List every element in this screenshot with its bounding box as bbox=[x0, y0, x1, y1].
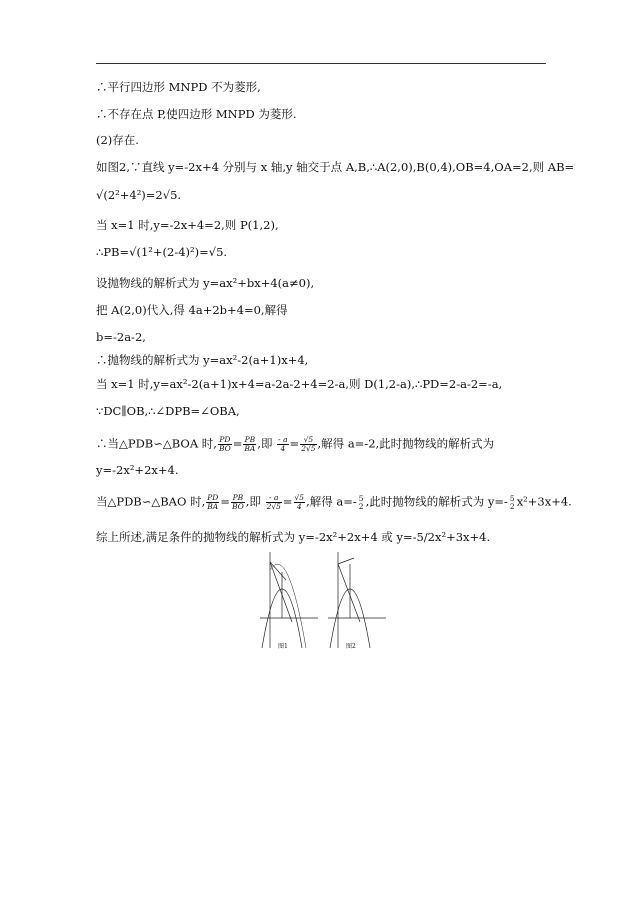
text-line-6: 当 x=1 时,y=-2x+4=2,则 P(1,2), bbox=[96, 218, 279, 232]
ratio-five-two-b: 5 2 bbox=[509, 493, 515, 511]
ratio-sqrt5-2sqrt5: $\frac{√5}{2√5}$ bbox=[301, 435, 316, 453]
text-line-4: 如图2,∵直线 y=-2x+4 分别与 x 轴,y 轴交于点 A,B,∴A(2,0),B(0,4),OB=4,OA=2,则 AB= bbox=[96, 160, 575, 174]
text-line-15: y=-2x²+2x+4. bbox=[96, 463, 179, 477]
text-line-1: ∴平行四边形 MNPD 不为菱形, bbox=[96, 80, 261, 94]
ratio-sqrt5-4: $\frac{√5}{4}$ bbox=[294, 493, 305, 511]
text-line-12: 当 x=1 时,y=ax²-2(a+1)x+4=a-2a-2+4=2-a,则 D(1,2-a),∴PD=2-a-2=-a, bbox=[96, 377, 503, 391]
ratio-pd-ba: $\frac{PD}{BA}$ bbox=[207, 493, 219, 511]
text-line-10: b=-2a-2, bbox=[96, 330, 146, 344]
text-line-16: 当△PDB∽△BAO 时, $\frac{PD}{BA}$ = $\frac{PB}{BO}$ ,即 $\frac{- a}{2√5}$ = $\frac{√5}{4}$ ,解得 a=- 5 2 ,此时抛物线的解析式为 y=- 5 2 x²+3x+4. bbox=[96, 493, 572, 511]
text-line-8: 设抛物线的解析式为 y=ax²+bx+4(a≠0), bbox=[96, 276, 315, 290]
text-line-2: ∴不存在点 P,使四边形 MNPD 为菱形. bbox=[96, 107, 297, 121]
figure-1 bbox=[260, 552, 318, 648]
header-rule bbox=[96, 63, 546, 64]
text-line-7: ∴PB=√(1²+(2-4)²)=√5. bbox=[96, 245, 228, 259]
text-line-9: 把 A(2,0)代入,得 4a+2b+4=0,解得 bbox=[96, 303, 288, 317]
figures bbox=[258, 550, 388, 650]
ratio-pd-bo: $\frac{PD}{BO}$ bbox=[218, 435, 231, 453]
figure-1-caption: 图1 bbox=[278, 643, 288, 650]
ratio-pb-ba: $\frac{PB}{BA}$ bbox=[244, 435, 256, 453]
case2-text: 当△PDB∽△BAO 时, bbox=[96, 494, 206, 509]
case1-text: ∴当△PDB∽△BOA 时, bbox=[96, 436, 217, 451]
text-line-3: (2)存在. bbox=[96, 133, 139, 147]
ratio-pb-bo: $\frac{PB}{BO}$ bbox=[231, 493, 244, 511]
figure-2 bbox=[328, 552, 386, 648]
text-line-5: √(2²+4²)=2√5. bbox=[96, 188, 182, 202]
figure-2-caption: 图2 bbox=[346, 643, 356, 650]
text-line-14: ∴当△PDB∽△BOA 时, $\frac{PD}{BO}$ = $\frac{PB}{BA}$ ,即 $\frac{- a}{4}$ = $\frac{√5}{2√5}$ ,解得 a=-2,此时抛物线的解析式为 bbox=[96, 435, 495, 453]
ratio-neg-a-4: $\frac{- a}{4}$ bbox=[278, 435, 288, 453]
text-line-13: ∵DC∥OB,∴∠DPB=∠OBA, bbox=[96, 404, 240, 418]
ratio-five-two-a: 5 2 bbox=[358, 493, 364, 511]
text-line-11: ∴抛物线的解析式为 y=ax²-2(a+1)x+4, bbox=[96, 353, 309, 367]
ratio-neg-a-2sqrt5: $\frac{- a}{2√5}$ bbox=[266, 493, 281, 511]
text-line-17: 综上所述,满足条件的抛物线的解析式为 y=-2x²+2x+4 或 y=-5/2x²+3x+4. bbox=[96, 530, 491, 544]
